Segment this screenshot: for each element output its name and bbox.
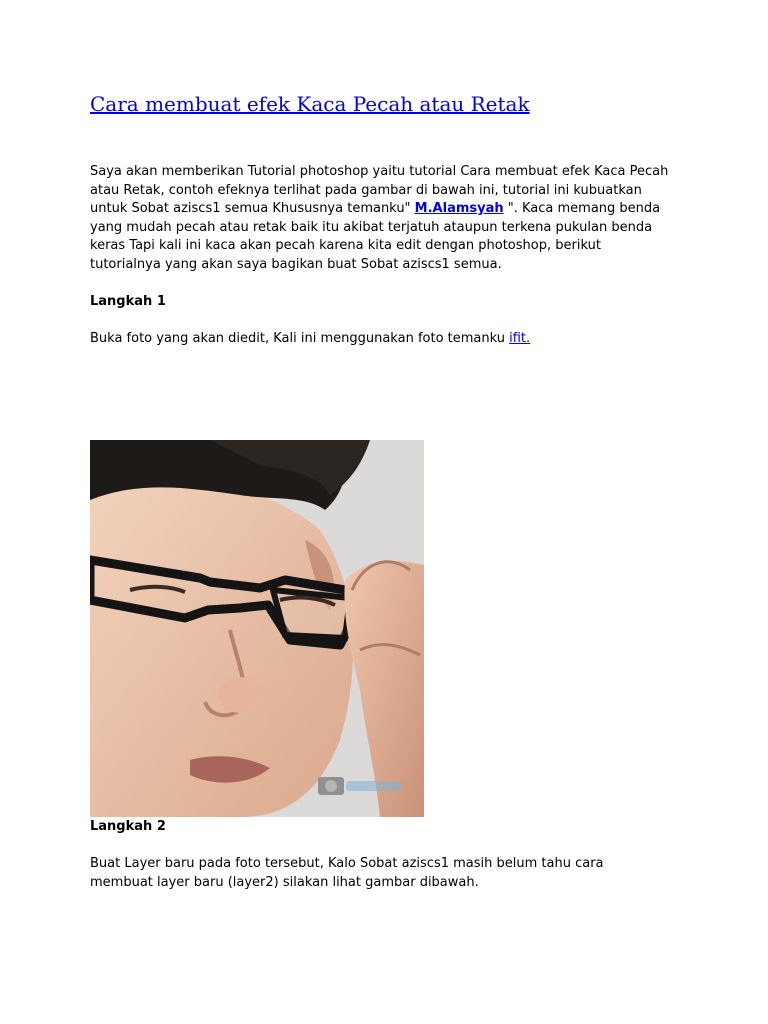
step-2-heading: Langkah 2 xyxy=(90,819,166,834)
intro-text-after: ". Kaca memang benda yang mudah pecah atau retak baik itu akibat terjatuh ataupun terkena pukulan benda keras Tapi kali ini kaca akan pecah karena kita edit dengan photoshop, berikut tutorialnya yang akan saya bagikan buat Sobat aziscs1 semua. xyxy=(90,201,661,272)
step-2-paragraph: Buat Layer baru pada foto tersebut, Kalo Sobat aziscs1 masih belum tahu cara membuat layer baru (layer2) silakan lihat gambar dibawah. xyxy=(90,856,604,890)
article-title-link[interactable]: Cara membuat efek Kaca Pecah atau Retak xyxy=(90,92,530,116)
intro-text-before: Saya akan memberikan Tutorial photoshop yaitu tutorial Cara membuat efek Kaca Pecah atau Retak, contoh efeknya terlihat pada gambar di bawah ini, tutorial ini kubuatkan untuk Sobat aziscs1 semua Khususnya temanku" xyxy=(90,164,669,216)
step-1-heading: Langkah 1 xyxy=(90,294,166,309)
ifit-link[interactable]: ifit. xyxy=(509,331,531,346)
intro-paragraph xyxy=(90,163,670,274)
step-1-text: Buka foto yang akan diedit, Kali ini menggunakan foto temanku xyxy=(90,331,510,346)
portrait-photo xyxy=(90,440,424,817)
step-1-paragraph xyxy=(90,330,670,349)
author-link[interactable]: M.Alamsyah xyxy=(414,201,504,216)
